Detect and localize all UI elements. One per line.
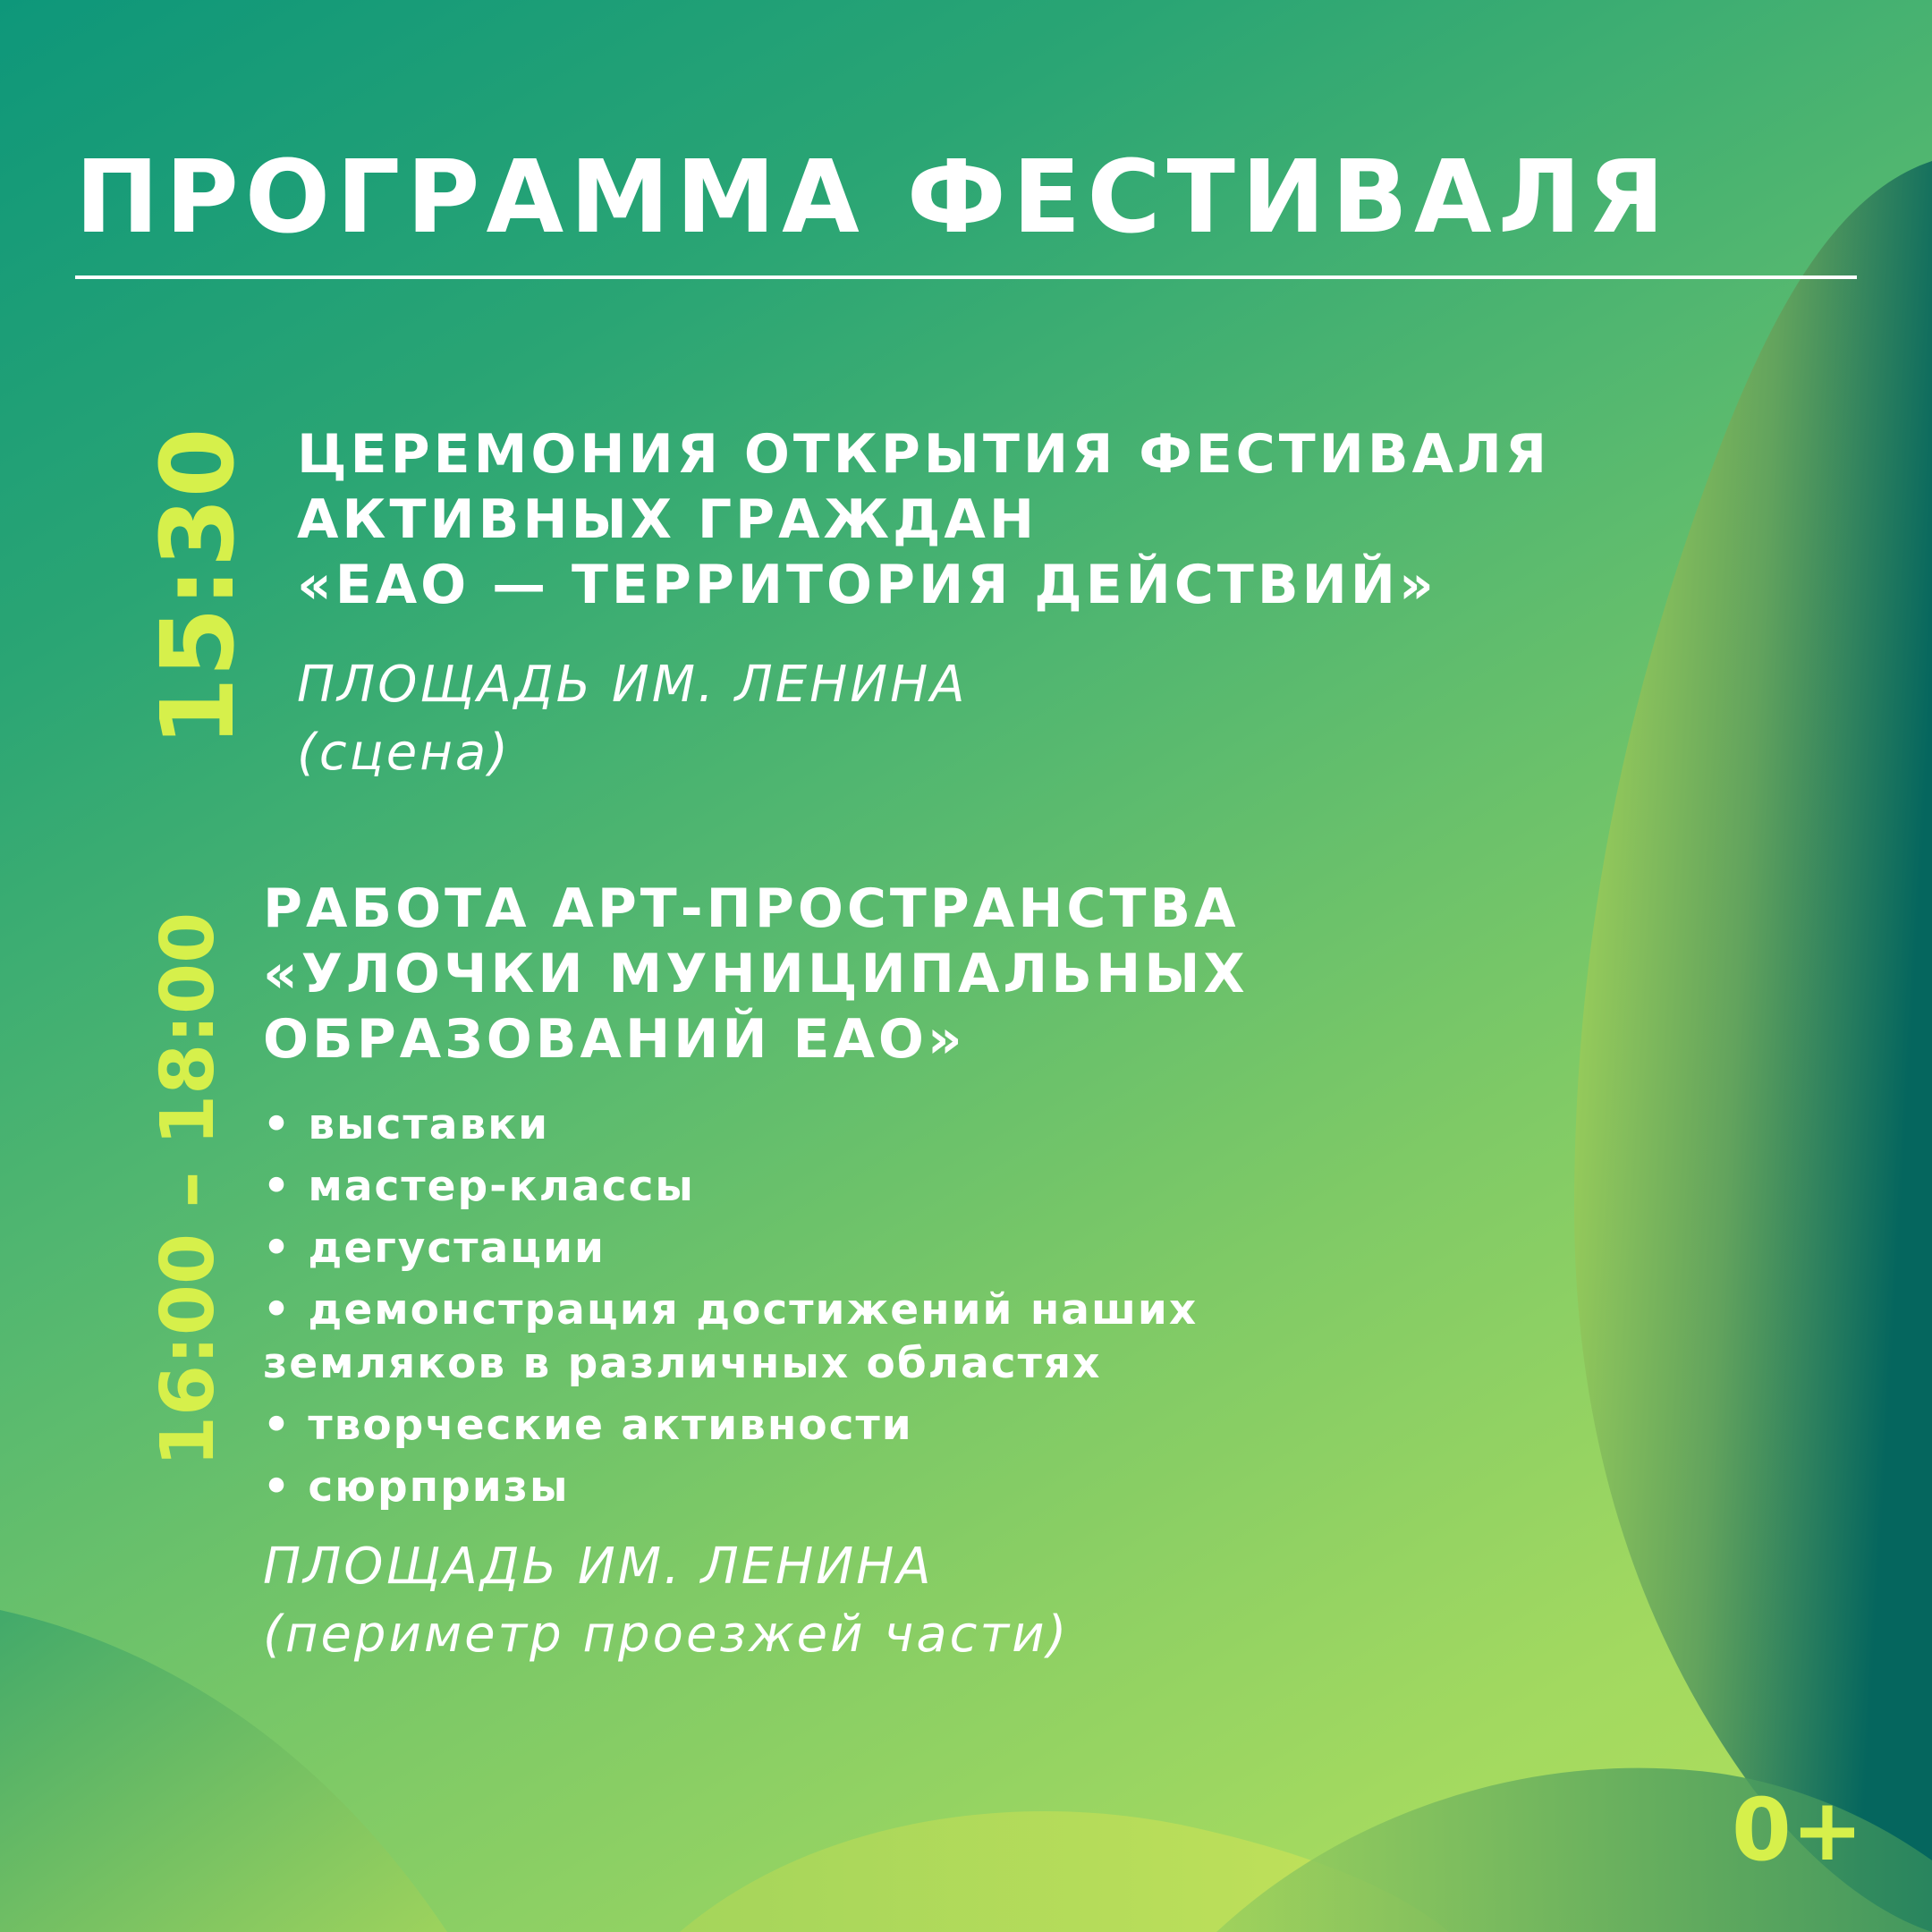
- right-wave-shape: [1574, 161, 1932, 1932]
- list-item: • демонстрация достижений наших: [263, 1285, 1199, 1335]
- event-2-time: 16:00 – 18:00: [146, 911, 231, 1467]
- event-2-title-line: РАБОТА АРТ-ПРОСТРАНСТВА: [263, 877, 1240, 940]
- list-item: • выставки: [263, 1100, 550, 1149]
- list-item: • сюрпризы: [263, 1462, 570, 1512]
- title-divider: [75, 275, 1857, 279]
- event-1-location-line: (сцена): [297, 724, 511, 782]
- list-item: • творческие активности: [263, 1401, 913, 1450]
- page-title: ПРОГРАММА ФЕСТИВАЛЯ: [75, 140, 1671, 256]
- event-1-location: [297, 651, 968, 787]
- event-1-time: 15:30: [140, 428, 257, 747]
- event-1-title-line: «ЕАО — ТЕРРИТОРИЯ ДЕЙСТВИЙ»: [297, 554, 1437, 616]
- event-1-title-line: АКТИВНЫХ ГРАЖДАН: [297, 488, 1038, 551]
- list-item: • мастер-классы: [263, 1162, 695, 1211]
- event-2-title-line: «УЛОЧКИ МУНИЦИПАЛЬНЫХ: [263, 943, 1249, 1005]
- event-1-location-line: ПЛОЩАДЬ ИМ. ЛЕНИНА: [297, 656, 968, 714]
- event-2-title: [263, 877, 1249, 1072]
- event-1-title: [297, 422, 1550, 618]
- event-2-location: [263, 1533, 1069, 1669]
- event-2-title-line: ОБРАЗОВАНИЙ ЕАО»: [263, 1008, 966, 1071]
- event-2-activities-list: [263, 1098, 1198, 1522]
- list-item: • дегустации: [263, 1224, 606, 1273]
- event-2-location-line: ПЛОЩАДЬ ИМ. ЛЕНИНА: [263, 1538, 934, 1596]
- age-rating-badge: 0+: [1732, 1780, 1864, 1880]
- list-item: земляков в различных областях: [263, 1339, 1102, 1388]
- event-2-location-line: (периметр проезжей части): [263, 1606, 1070, 1664]
- event-1-title-line: ЦЕРЕМОНИЯ ОТКРЫТИЯ ФЕСТИВАЛЯ: [297, 423, 1551, 486]
